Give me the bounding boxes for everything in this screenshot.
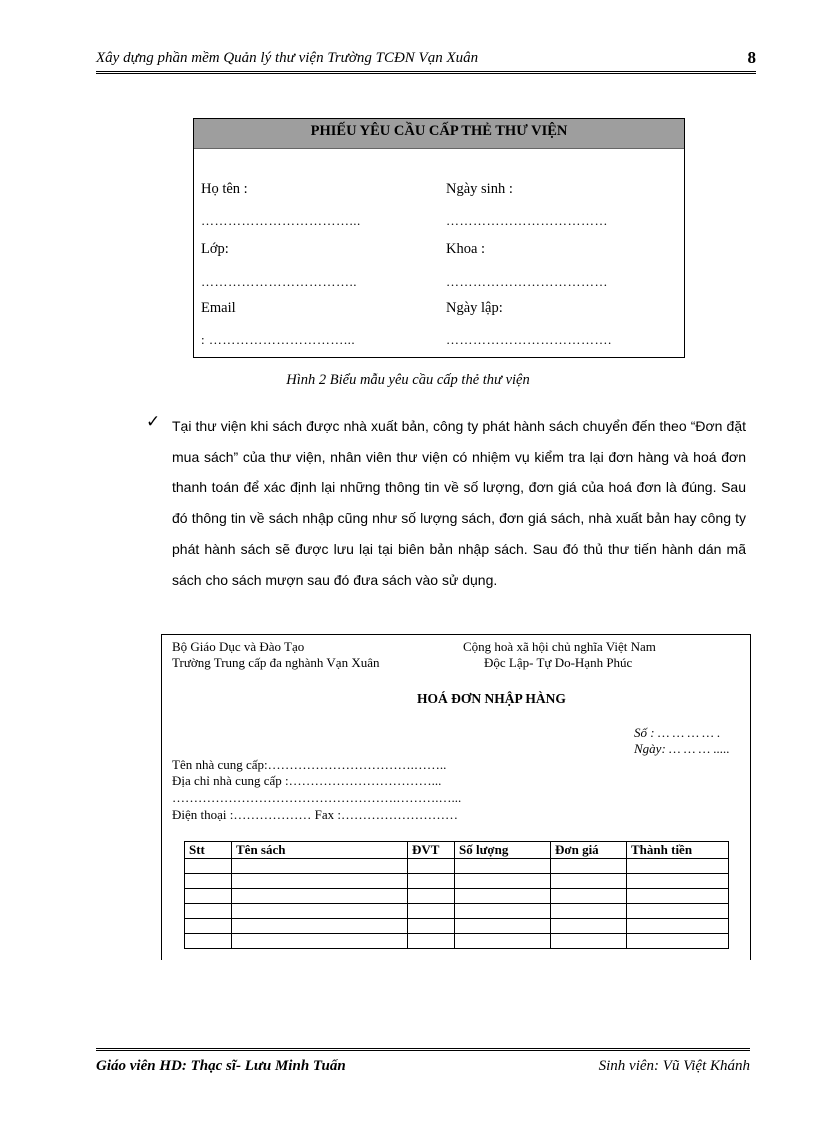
republic-text: Cộng hoà xã hội chủ nghĩa Việt Nam [463,639,656,654]
header-title: Xây dựng phần mềm Quản lý thư viện Trường TCĐN Vạn Xuân [96,50,479,66]
col-stt: Stt [185,842,232,859]
email-label: Email [201,300,236,316]
page-header [96,48,756,72]
form-title: PHIẾU YÊU CẦU CẤP THẺ THƯ VIỆN [194,119,684,149]
col-unit-price: Đơn giá [551,842,627,859]
table-row [185,859,729,874]
col-unit: ĐVT [408,842,455,859]
dob-dots: ……………………………… [446,213,608,228]
phone-fax-line: Điện thoại :……………… Fax :……………………… [172,807,458,822]
class-dots: …………………………….. [201,274,357,289]
body-paragraph: Tại thư viện khi sách được nhà xuất bản, công ty phát hành sách chuyển đến theo “Đơn đặt mua sách” của thư viện, nhân viên thư viện có nhiệm vụ kiểm tra lại đơn hàng và hoá đơn thanh toán để xác định lại những thông tin về số lượng, đơn giá của hoá đơn là đúng. Sau đó thông tin về sách nhập cũng như số lượng sách, đơn giá sách, nhà xuất bản hay công ty phát hành sách sẽ được lưu lại tại biên bản nhập sách. Sau đó thủ thư tiến hành dán mã sách cho sách mượn sau đó đưa sách vào sử dụng. [172,418,746,588]
header-rule [96,71,756,74]
created-date-label: Ngày lập: [446,300,503,316]
created-date-dots: ………………………………. [446,332,612,347]
extra-dots-line: …………………………………………….……….…... [172,790,462,805]
table-row [185,904,729,919]
invoice-items-table [184,841,729,949]
table-header-row [185,842,729,859]
page-number: 8 [747,48,756,67]
invoice-date: Ngày: … … … ..... [634,741,730,756]
invoice-title: HOÁ ĐƠN NHẬP HÀNG [417,691,566,706]
figure-caption: Hình 2 Biểu mẫu yêu cầu cấp thẻ thư viện [286,372,530,388]
advisor-text: Giáo viên HD: Thạc sĩ- Lưu Minh Tuấn [96,1058,346,1074]
table-row [185,874,729,889]
supplier-name-line: Tên nhà cung cấp:…………………………….…….. [172,757,447,772]
faculty-label: Khoa : [446,241,486,257]
student-text: Sinh viên: Vũ Việt Khánh [598,1058,750,1074]
name-label: Họ tên : [201,181,248,197]
faculty-dots: ……………………………… [446,274,608,289]
school-text: Trường Trung cấp đa nghành Vạn Xuân [172,655,380,670]
import-invoice-form [161,634,751,960]
email-dots: : …………………………... [201,332,356,347]
col-quantity: Số lượng [455,842,551,859]
table-row [185,919,729,934]
supplier-address-line: Địa chỉ nhà cung cấp :……………………………... [172,773,442,788]
dob-label: Ngày sinh : [446,181,513,197]
motto-text: Độc Lập- Tự Do-Hạnh Phúc [484,655,633,670]
checkmark-icon: ✓ [146,412,161,432]
page-footer [96,1048,750,1088]
library-card-request-form [193,118,685,358]
table-row [185,889,729,904]
name-dots: ……………………………... [201,213,361,228]
table-row [185,934,729,949]
ministry-text: Bộ Giáo Dục và Đào Tạo [172,639,305,654]
invoice-number: Số : … … … … . [634,725,721,740]
class-label: Lớp: [201,241,229,257]
footer-rule [96,1048,750,1051]
col-book-name: Tên sách [232,842,408,859]
col-total: Thành tiền [627,842,729,859]
